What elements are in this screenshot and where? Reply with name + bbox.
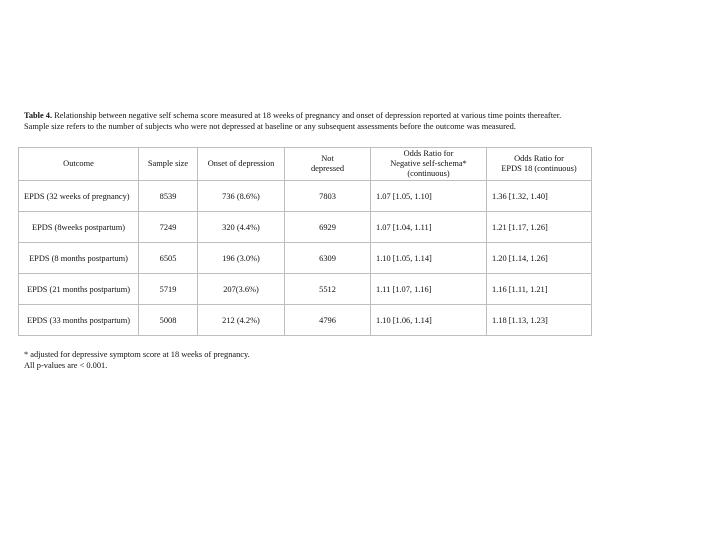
cell-not-depressed: 6929 <box>285 212 371 243</box>
header-outcome: Outcome <box>19 148 139 181</box>
header-or-negative-self-schema: Odds Ratio for Negative self-schema* (continuous) <box>371 148 487 181</box>
table-row <box>19 243 592 274</box>
table-row <box>19 274 592 305</box>
cell-sample-size: 7249 <box>139 212 198 243</box>
cell-not-depressed: 5512 <box>285 274 371 305</box>
cell-or-epds: 1.36 [1.32, 1.40] <box>487 181 592 212</box>
cell-or-epds: 1.20 [1.14, 1.26] <box>487 243 592 274</box>
footnote-adjusted: * adjusted for depressive symptom score at 18 weeks of pregnancy. <box>24 350 250 359</box>
cell-onset: 212 (4.2%) <box>198 305 285 336</box>
table-header-row <box>19 148 592 181</box>
header-onset-of-depression: Onset of depression <box>198 148 285 181</box>
table-caption-label: Table 4. <box>24 111 53 120</box>
cell-sample-size: 5008 <box>139 305 198 336</box>
table-caption-text: Relationship between negative self schema score measured at 18 weeks of pregnancy and onset of depression reported at various time points thereafter. Sample size refers to the number of subjects who were not depressed at baseline or any subsequent assessments before the outcome was measured. <box>24 111 562 131</box>
footnote-p-values: All p-values are < 0.001. <box>24 361 108 370</box>
cell-or-schema: 1.10 [1.05, 1.14] <box>371 243 487 274</box>
cell-outcome: EPDS (32 weeks of pregnancy) <box>19 181 139 212</box>
cell-not-depressed: 4796 <box>285 305 371 336</box>
cell-onset: 736 (8.6%) <box>198 181 285 212</box>
table-row <box>19 305 592 336</box>
cell-sample-size: 6505 <box>139 243 198 274</box>
cell-onset: 320 (4.4%) <box>198 212 285 243</box>
cell-not-depressed: 7803 <box>285 181 371 212</box>
cell-or-schema: 1.11 [1.07, 1.16] <box>371 274 487 305</box>
table-footnotes <box>24 349 250 371</box>
cell-or-epds: 1.18 [1.13, 1.23] <box>487 305 592 336</box>
cell-or-schema: 1.07 [1.05, 1.10] <box>371 181 487 212</box>
cell-or-epds: 1.21 [1.17, 1.26] <box>487 212 592 243</box>
cell-sample-size: 5719 <box>139 274 198 305</box>
table-row <box>19 212 592 243</box>
table-row <box>19 181 592 212</box>
cell-onset: 207(3.6%) <box>198 274 285 305</box>
header-not-depressed: Not depressed <box>285 148 371 181</box>
header-sample-size: Sample size <box>139 148 198 181</box>
cell-outcome: EPDS (21 months postpartum) <box>19 274 139 305</box>
cell-outcome: EPDS (8weeks postpartum) <box>19 212 139 243</box>
cell-not-depressed: 6309 <box>285 243 371 274</box>
cell-onset: 196 (3.0%) <box>198 243 285 274</box>
cell-or-schema: 1.07 [1.04, 1.11] <box>371 212 487 243</box>
cell-outcome: EPDS (33 months postpartum) <box>19 305 139 336</box>
table-caption <box>24 110 584 132</box>
header-or-epds-18: Odds Ratio for EPDS 18 (continuous) <box>487 148 592 181</box>
cell-or-epds: 1.16 [1.11, 1.21] <box>487 274 592 305</box>
cell-outcome: EPDS (8 months postpartum) <box>19 243 139 274</box>
cell-or-schema: 1.10 [1.06, 1.14] <box>371 305 487 336</box>
results-table-container <box>18 147 591 336</box>
results-table <box>18 147 592 336</box>
cell-sample-size: 8539 <box>139 181 198 212</box>
